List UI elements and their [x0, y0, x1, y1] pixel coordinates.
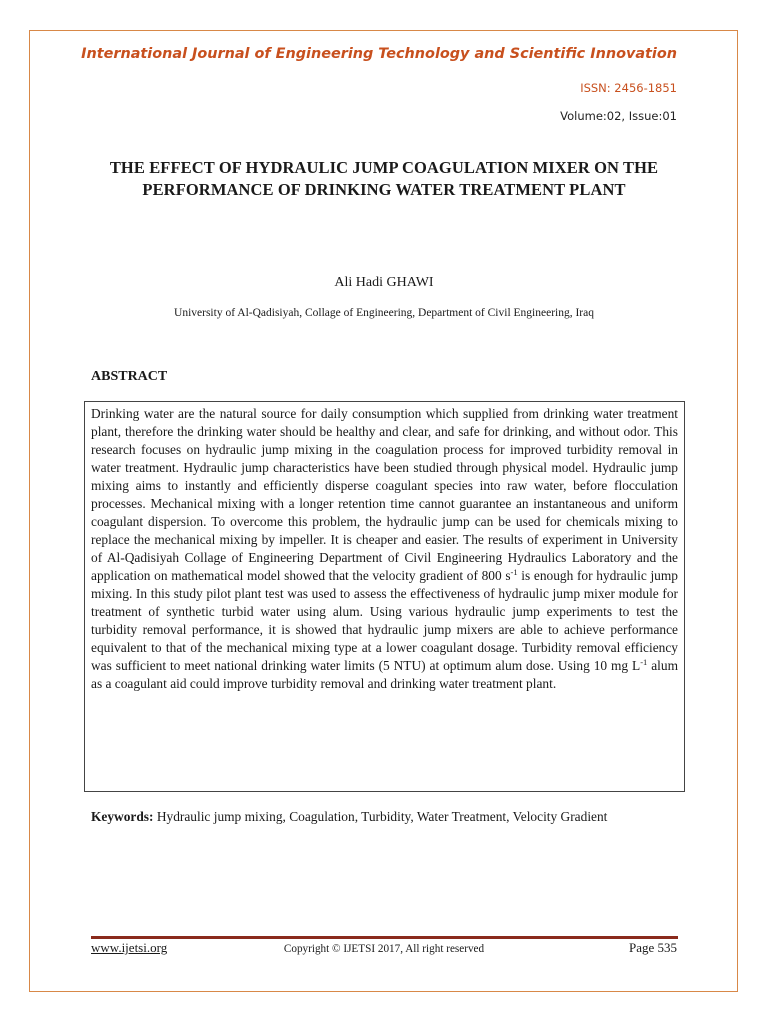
unit-superscript-1: -1 [510, 567, 518, 577]
paper-title [80, 157, 688, 201]
abstract-heading: ABSTRACT [91, 369, 168, 384]
issn-label: ISSN: 2456-1851 [580, 81, 677, 95]
paper-title-line-2: PERFORMANCE OF DRINKING WATER TREATMENT PLANT [142, 180, 626, 199]
footer-website-link[interactable]: www.ijetsi.org [91, 940, 168, 955]
footer-rule [91, 936, 678, 939]
abstract-text-part-1: Drinking water are the natural source for daily consumption which supplied from drinking water treatment plant, therefore the drinking water should be healthy and clear, and safe for drinking, and without odor. This research focuses on hydraulic jump mixing in the coagulation process for improved turbidity removal in water treatment. Hydraulic jump characteristics have been studied through physical model. Hydraulic jump mixing aims to instantly and efficiently disperse coagulant species into raw water, before flocculation processes. Mechanical mixing with a longer retention time cannot guarantee an instantaneous and uniform coagulant dispersion. To overcome this problem, the hydraulic jump can be used for chemicals mixing to replace the mechanical mixing by impeller. It is cheaper and easier. The results of experiment in University of Al-Qadisiyah Collage of Engineering Department of Civil Engineering Hydraulics Laboratory and the application on mathematical model showed that the velocity gradient of 800 s [91, 406, 678, 583]
abstract-text-part-3: alum as a coagulant aid could improve turbidity removal and drinking water treatment plant. [91, 658, 678, 691]
author-name: Ali Hadi GHAWI [334, 275, 434, 290]
keywords-label: Keywords: [91, 809, 154, 824]
volume-issue-label: Volume:02, Issue:01 [560, 109, 677, 123]
footer-copyright: Copyright © IJETSI 2017, All right reserved [283, 943, 485, 955]
paper-title-line-1: THE EFFECT OF HYDRAULIC JUMP COAGULATION MIXER ON THE [109, 158, 659, 177]
journal-name: International Journal of Engineering Technology and Scientific Innovation [81, 46, 677, 62]
page-number: Page 535 [628, 940, 677, 955]
abstract-box [84, 401, 685, 792]
unit-superscript-2: -1 [640, 657, 648, 667]
abstract-text-part-2: is enough for hydraulic jump mixing. In this study pilot plant test was used to assess the effectiveness of hydraulic jump mixer module for treatment of synthetic turbid water using alum. Using various hydraulic jump experiments to test the turbidity removal performance, it is showed that hydraulic jump mixers are able to achieve performance equivalent to that of the mechanical mixing type at a lower coagulant dosage. Turbidity removal efficiency was sufficient to meet national drinking water limits (5 NTU) at optimum alum dose. Using 10 mg L [91, 568, 678, 673]
author-affiliation: University of Al-Qadisiyah, Collage of Engineering, Department of Civil Engineering, Iraq [174, 307, 594, 319]
keywords-paragraph [91, 807, 678, 827]
abstract-text [91, 405, 678, 693]
keywords-text: Hydraulic jump mixing, Coagulation, Turbidity, Water Treatment, Velocity Gradient [153, 809, 608, 824]
